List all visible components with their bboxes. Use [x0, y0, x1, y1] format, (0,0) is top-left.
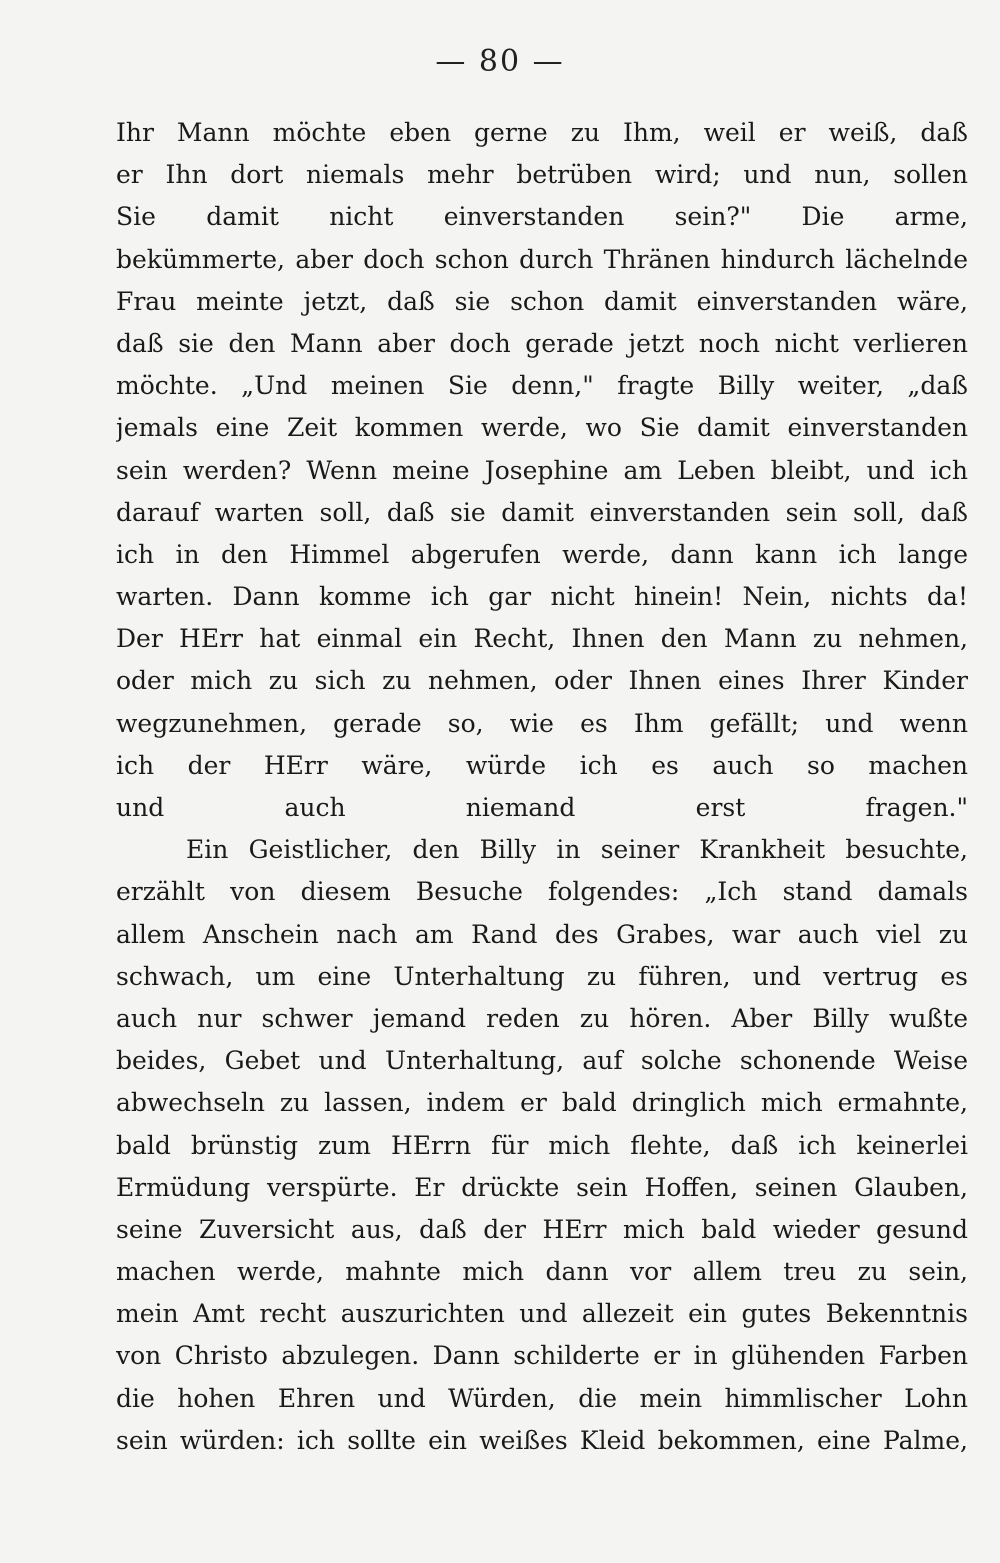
page-number: — 80 — — [435, 44, 565, 79]
text-line: daß sie den Mann aber doch gerade jetzt noch nicht verlieren — [116, 328, 968, 358]
text-line: beides, Gebet und Unterhaltung, auf solche schonende Weise — [116, 1046, 968, 1076]
text-line: mein Amt recht auszurichten und allezeit ein gutes Bekenntnis — [116, 1299, 968, 1329]
text-line: ich in den Himmel abgerufen werde, dann kann ich lange — [116, 539, 968, 569]
text-line: Der HErr hat einmal ein Recht, Ihnen den Mann zu nehmen, — [116, 624, 968, 654]
paragraph-2 — [116, 829, 968, 1462]
text-line: Ein Geistlicher, den Billy in seiner Krankheit besuchte, — [186, 835, 968, 865]
text-line: sein werden? Wenn meine Josephine am Leben bleibt, und ich — [116, 455, 968, 485]
text-line: Ermüdung verspürte. Er drückte sein Hoffen, seinen Glauben, — [116, 1172, 968, 1202]
text-line: auch nur schwer jemand reden zu hören. Aber Billy wußte — [116, 1003, 968, 1033]
text-line: und auch niemand erst fragen." — [116, 793, 968, 822]
body-text — [116, 112, 968, 1462]
text-line: bald brünstig zum HErrn für mich flehte, daß ich keinerlei — [116, 1130, 968, 1160]
text-line: sein würden: ich sollte ein weißes Kleid bekommen, eine Palme, — [116, 1425, 968, 1455]
text-line: Ihr Mann möchte eben gerne zu Ihm, weil er weiß, daß — [116, 118, 968, 147]
text-line: wegzunehmen, gerade so, wie es Ihm gefällt; und wenn — [116, 708, 968, 738]
text-line: von Christo abzulegen. Dann schilderte er in glühenden Farben — [116, 1341, 968, 1371]
text-line: erzählt von diesem Besuche folgendes: „Ich stand damals — [116, 877, 968, 907]
text-line: machen werde, mahnte mich dann vor allem treu zu sein, — [116, 1257, 968, 1287]
text-line: möchte. „Und meinen Sie denn," fragte Billy weiter, „daß — [116, 371, 968, 401]
text-line: Frau meinte jetzt, daß sie schon damit einverstanden wäre, — [116, 286, 968, 316]
paragraph-1 — [116, 112, 968, 829]
text-line: Sie damit nicht einverstanden sein?" Die arme, — [116, 202, 968, 232]
text-line: oder mich zu sich zu nehmen, oder Ihnen eines Ihrer Kinder — [116, 666, 968, 696]
text-line: die hohen Ehren und Würden, die mein himmlischer Lohn — [116, 1383, 968, 1413]
text-line: warten. Dann komme ich gar nicht hinein! Nein, nichts da! — [116, 582, 968, 612]
text-line: darauf warten soll, daß sie damit einverstanden sein soll, daß — [116, 497, 968, 527]
text-line: seine Zuversicht aus, daß der HErr mich bald wieder gesund — [116, 1214, 968, 1244]
text-line: abwechseln zu lassen, indem er bald dringlich mich ermahnte, — [116, 1088, 968, 1118]
text-line: er Ihn dort niemals mehr betrüben wird; und nun, sollen — [116, 160, 968, 190]
text-line: schwach, um eine Unterhaltung zu führen, und vertrug es — [116, 961, 968, 991]
text-line: allem Anschein nach am Rand des Grabes, war auch viel zu — [116, 919, 968, 949]
text-line: ich der HErr wäre, würde ich es auch so machen — [116, 750, 968, 780]
text-line: jemals eine Zeit kommen werde, wo Sie damit einverstanden — [116, 413, 968, 443]
text-line: bekümmerte, aber doch schon durch Thränen hindurch lächelnde — [116, 244, 968, 274]
